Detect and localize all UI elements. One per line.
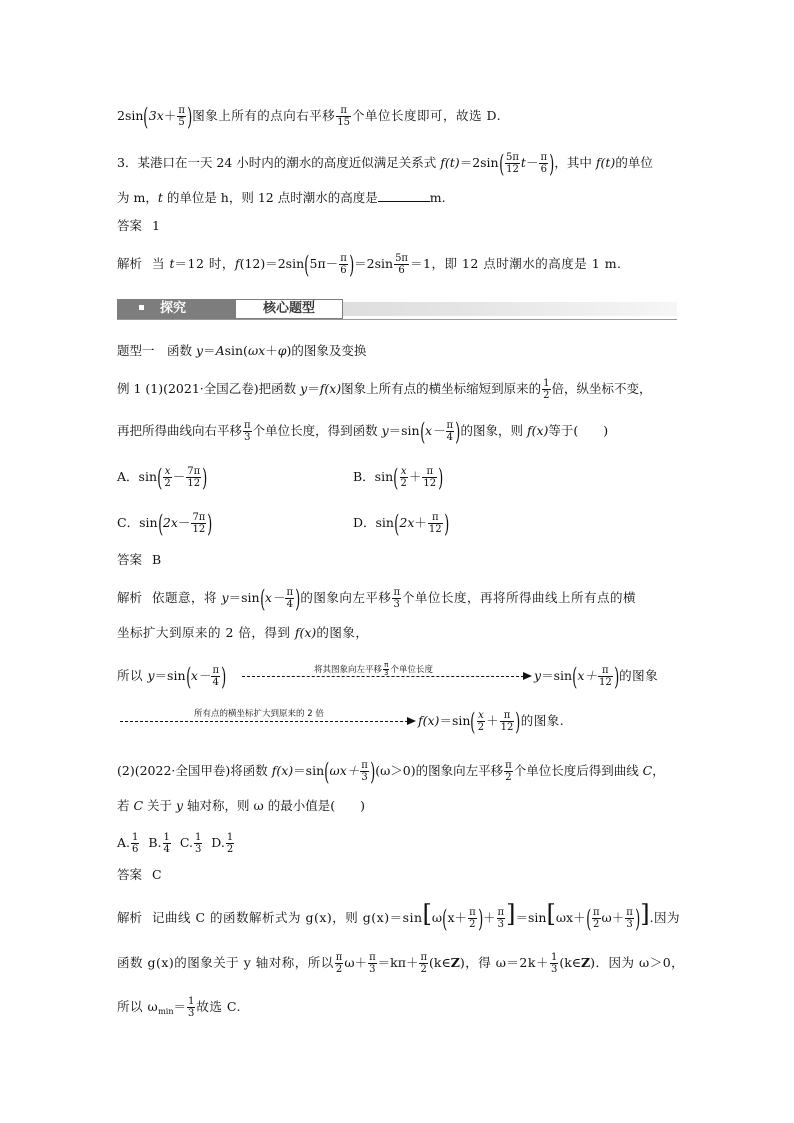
fraction: $\frac{\pi}{15}$ — [337, 105, 351, 128]
option-b[interactable]: B．sin( $\frac{x}{2}$ ＋ $\frac{\pi}{12}$ ) — [353, 463, 444, 492]
option-c[interactable]: C．sin(2x－ $\frac{7\pi}{12}$ ) — [117, 509, 213, 538]
banner-tag-explore: 探究 — [117, 299, 235, 319]
question-3-analysis: 解析 当 t＝12 时，f(12)＝2sin(5π－ $\frac{\pi}{6}$ )＝2sin $\frac{5\pi}{6}$ ＝1，即 12 点时潮水的高度是 1 m. — [117, 250, 622, 279]
example-2-analysis-1: 解析 记曲线 C 的函数解析式为 g(x)，则 g(x)＝sin[ω(x＋ $\frac{\pi}{2}$ )＋ $\frac{\pi}{3}$ ]＝sin[ωx＋( $\frac{\pi}{2}$ ω＋ $\frac{\pi}{3}$ )].因为 — [117, 900, 681, 933]
example-1-analysis-2: 坐标扩大到原来的 2 倍，得到 f(x)的图象， — [117, 625, 369, 640]
topic-heading: 题型一 函数 y＝Asin(ωx＋φ)的图象及变换 — [117, 343, 367, 358]
example-1-line2: 再把所得曲线向右平移 $\frac{\pi}{3}$ 个单位长度，得到函数 y＝sin(x－ $\frac{\pi}{4}$ )的图象，则 f(x)等于( ) — [117, 417, 609, 446]
example-1-analysis-4: f(x)＝sin( $\frac{x}{2}$ ＋ $\frac{\pi}{12}$ )的图象. — [418, 707, 565, 736]
example-1-analysis-1: 解析 依题意，将 y＝sin(x－ $\frac{\pi}{4}$ )的图象向左平移 $\frac{\pi}{3}$ 个单位长度，再将所得曲线上所有点的横 — [117, 584, 637, 613]
prev-solution-line: 2sin(3x＋ $\frac{\pi}{5}$ )图象上所有的点向右平移 $\frac{\pi}{15}$ 个单位长度即可，故选 D. — [117, 102, 502, 131]
transform-arrow-2: 所有点的横坐标扩大到原来的 2 倍 — [120, 721, 416, 722]
option-d[interactable]: D．sin(2x＋ $\frac{\pi}{12}$ ) — [353, 509, 449, 538]
answer-value: 1 — [152, 218, 160, 233]
text: 图象上所有的点向右平移 — [192, 108, 336, 123]
transform-arrow-1: 将其图象向左平移 $\frac{\pi}{3}$ 个单位长度 — [242, 676, 532, 677]
example-2-answer: 答案 C — [117, 867, 162, 882]
example-2-line1: (2)(2022·全国甲卷)将函数 f(x)＝sin(ωx＋ $\frac{\pi}{3}$ )(ω＞0)的图象向左平移 $\frac{\pi}{2}$ 个单位长度后得到曲线 C， — [117, 757, 665, 786]
option-a[interactable]: A. $\frac{1}{6}$ — [117, 832, 139, 855]
fraction: $\frac{\pi}{5}$ — [178, 105, 185, 128]
fraction: $\frac{\pi}{6}$ — [540, 152, 548, 175]
option-b[interactable]: B. $\frac{1}{4}$ — [148, 832, 170, 855]
section-banner — [117, 296, 677, 322]
example-2-analysis-3: 所以 $\omega_{min}=$ $\frac{1}{3}$ 故选 C. — [117, 996, 241, 1019]
option-d[interactable]: D. $\frac{1}{2}$ — [211, 832, 234, 855]
answer-blank — [378, 189, 430, 202]
question-3-line2: 为 m，t 的单位是 h，则 12 点时潮水的高度是 m. — [117, 190, 446, 205]
analysis-label: 解析 — [117, 256, 143, 271]
question-3-line1: 3．某港口在一天 24 小时内的潮水的高度近似满足关系式 f(t)＝2sin( $\frac{5\pi}{12}$ t－ $\frac{\pi}{6}$ )，其中 f(t)的单位 — [117, 149, 653, 178]
option-a[interactable]: A．sin( $\frac{x}{2}$ － $\frac{7\pi}{12}$ ) — [117, 463, 208, 492]
question-3-answer — [117, 217, 160, 235]
text: 2sin — [117, 108, 144, 123]
example-2-line2: 若 C 关于 y 轴对称，则 ω 的最小值是( ) — [117, 798, 365, 813]
answer-label: 答案 — [117, 218, 143, 233]
example-2-options — [117, 832, 235, 855]
option-c[interactable]: C. $\frac{1}{3}$ — [179, 832, 202, 855]
example-2-analysis-2: 函数 g(x)的图象关于 y 轴对称，所以 $\frac{\pi}{2}$ ω＋ $\frac{\pi}{3}$ ＝kπ＋ $\frac{\pi}{2}$ (k∈Z)，得 ω＝2k＋ $\frac{1}{3}$ (k∈Z)．因为 ω＞0， — [117, 952, 685, 975]
banner-tag-core: 核心题型 — [235, 299, 343, 319]
text: 个单位长度即可，故选 D. — [352, 108, 502, 123]
example-1-analysis-3: 所以 y＝sin(x－ $\frac{\pi}{4}$ ) — [117, 662, 227, 691]
example-1-analysis-3b: y＝sin(x＋ $\frac{\pi}{12}$ )的图象 — [534, 662, 659, 691]
example-1-answer: 答案 B — [117, 552, 162, 567]
fraction: $\frac{5\pi}{12}$ — [505, 152, 519, 175]
example-1-line1: 例 1 (1)(2021·全国乙卷)把函数 y＝f(x)图象上所有点的横坐标缩短到原来的 $\frac{1}{2}$ 倍，纵坐标不变， — [117, 378, 652, 401]
